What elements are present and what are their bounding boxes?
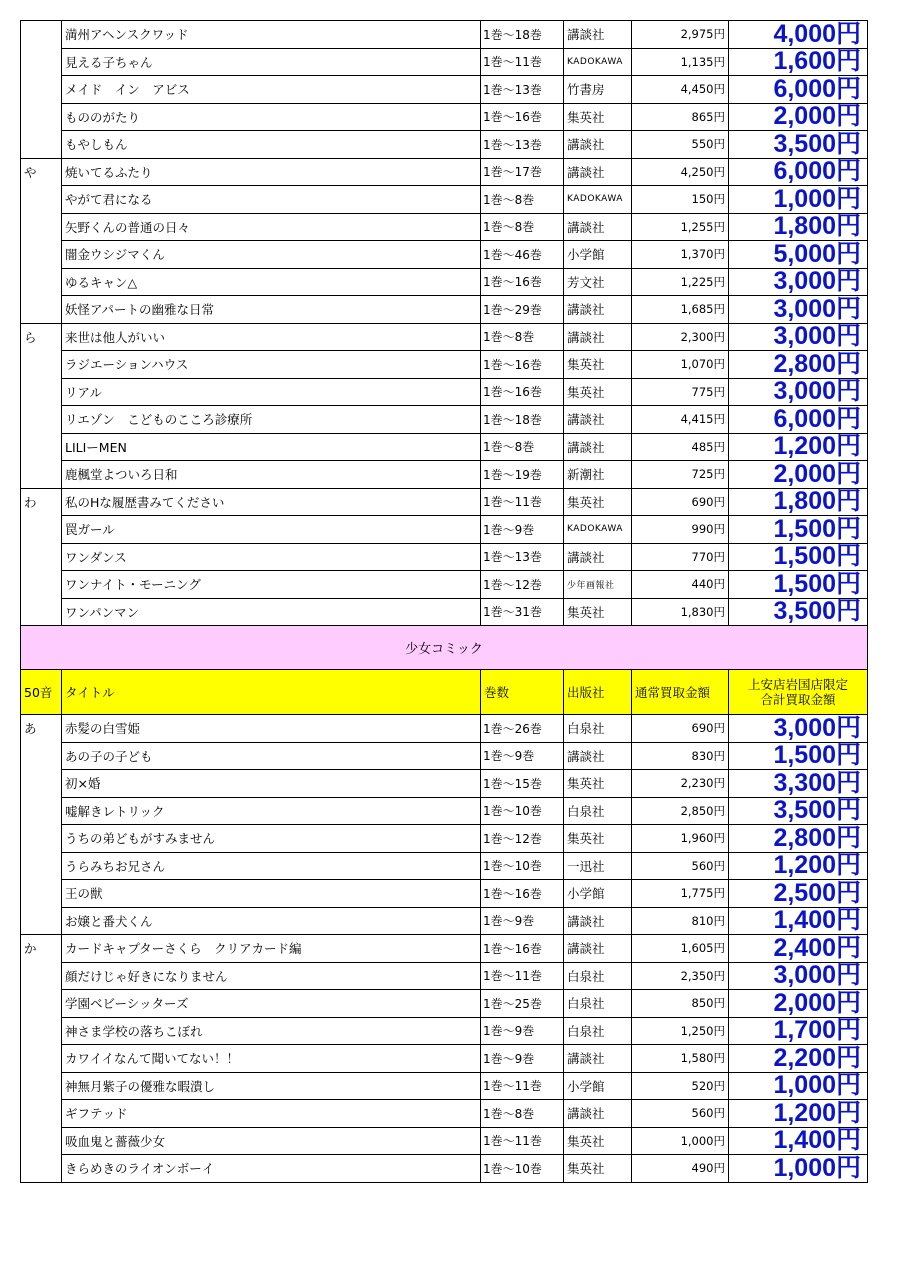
special-price-cell: 1,600円 bbox=[729, 48, 868, 76]
special-price-cell: 6,000円 bbox=[729, 406, 868, 434]
normal-price-cell: 1,000円 bbox=[632, 1127, 729, 1155]
title-cell: 焼いてるふたり bbox=[62, 158, 481, 186]
table-row bbox=[21, 935, 868, 963]
special-price-cell: 1,800円 bbox=[729, 488, 868, 516]
kana-cell bbox=[21, 21, 62, 49]
special-price-cell: 1,500円 bbox=[729, 571, 868, 599]
title-cell: 神無月紫子の優雅な暇潰し bbox=[62, 1072, 481, 1100]
title-cell: もやしもん bbox=[62, 131, 481, 159]
volumes-cell: 1巻〜16巻 bbox=[481, 378, 564, 406]
title-cell: 学園ベビーシッターズ bbox=[62, 990, 481, 1018]
normal-price-cell: 775円 bbox=[632, 378, 729, 406]
title-cell: 満州アヘンスクワッド bbox=[62, 21, 481, 49]
special-price-cell: 2,800円 bbox=[729, 351, 868, 379]
publisher-cell: 講談社 bbox=[564, 21, 632, 49]
special-price-cell: 6,000円 bbox=[729, 76, 868, 104]
publisher-cell: 小学館 bbox=[564, 1072, 632, 1100]
special-price-cell: 2,800円 bbox=[729, 825, 868, 853]
header-special-price bbox=[729, 670, 868, 715]
publisher-cell: 講談社 bbox=[564, 907, 632, 935]
volumes-cell: 1巻〜9巻 bbox=[481, 1045, 564, 1073]
table-row bbox=[21, 131, 868, 159]
kana-cell bbox=[21, 852, 62, 880]
table-row bbox=[21, 296, 868, 324]
normal-price-cell: 560円 bbox=[632, 852, 729, 880]
title-cell: ゆるキャン△ bbox=[62, 268, 481, 296]
special-price-cell: 2,000円 bbox=[729, 461, 868, 489]
volumes-cell: 1巻〜10巻 bbox=[481, 1155, 564, 1183]
normal-price-cell: 770円 bbox=[632, 543, 729, 571]
table-row bbox=[21, 543, 868, 571]
normal-price-cell: 1,225円 bbox=[632, 268, 729, 296]
table-row bbox=[21, 48, 868, 76]
table-row bbox=[21, 880, 868, 908]
table-row bbox=[21, 378, 868, 406]
special-price-cell: 4,000円 bbox=[729, 21, 868, 49]
table-row bbox=[21, 241, 868, 269]
normal-price-cell: 2,300円 bbox=[632, 323, 729, 351]
title-cell: 鹿楓堂よついろ日和 bbox=[62, 461, 481, 489]
table-row bbox=[21, 351, 868, 379]
title-cell: 顔だけじゃ好きになりません bbox=[62, 962, 481, 990]
normal-price-cell: 1,135円 bbox=[632, 48, 729, 76]
kana-cell bbox=[21, 406, 62, 434]
normal-price-cell: 690円 bbox=[632, 715, 729, 743]
title-cell: 私のHな履歴書みてください bbox=[62, 488, 481, 516]
kana-cell bbox=[21, 880, 62, 908]
normal-price-cell: 1,250円 bbox=[632, 1017, 729, 1045]
section-row bbox=[21, 626, 868, 670]
special-price-cell: 3,000円 bbox=[729, 378, 868, 406]
volumes-cell: 1巻〜46巻 bbox=[481, 241, 564, 269]
volumes-cell: 1巻〜16巻 bbox=[481, 351, 564, 379]
kana-cell bbox=[21, 296, 62, 324]
title-cell: 王の獣 bbox=[62, 880, 481, 908]
volumes-cell: 1巻〜17巻 bbox=[481, 158, 564, 186]
volumes-cell: 1巻〜12巻 bbox=[481, 571, 564, 599]
normal-price-cell: 4,250円 bbox=[632, 158, 729, 186]
header-kana: 50音 bbox=[21, 670, 62, 715]
table-row bbox=[21, 571, 868, 599]
normal-price-cell: 725円 bbox=[632, 461, 729, 489]
volumes-cell: 1巻〜10巻 bbox=[481, 797, 564, 825]
kana-cell bbox=[21, 76, 62, 104]
kana-cell bbox=[21, 1045, 62, 1073]
volumes-cell: 1巻〜11巻 bbox=[481, 1072, 564, 1100]
kana-cell: や bbox=[21, 158, 62, 186]
volumes-cell: 1巻〜18巻 bbox=[481, 21, 564, 49]
publisher-cell: 講談社 bbox=[564, 131, 632, 159]
kana-cell bbox=[21, 351, 62, 379]
special-price-cell: 2,000円 bbox=[729, 990, 868, 1018]
special-price-cell: 3,000円 bbox=[729, 962, 868, 990]
table-body-bottom bbox=[21, 715, 868, 1183]
title-cell: うらみちお兄さん bbox=[62, 852, 481, 880]
volumes-cell: 1巻〜15巻 bbox=[481, 770, 564, 798]
table-row bbox=[21, 103, 868, 131]
normal-price-cell: 865円 bbox=[632, 103, 729, 131]
volumes-cell: 1巻〜13巻 bbox=[481, 76, 564, 104]
publisher-cell: 竹書房 bbox=[564, 76, 632, 104]
table-row bbox=[21, 186, 868, 214]
volumes-cell: 1巻〜9巻 bbox=[481, 907, 564, 935]
normal-price-cell: 2,350円 bbox=[632, 962, 729, 990]
volumes-cell: 1巻〜8巻 bbox=[481, 186, 564, 214]
publisher-cell: 集英社 bbox=[564, 1155, 632, 1183]
publisher-cell: 白泉社 bbox=[564, 797, 632, 825]
publisher-cell: 新潮社 bbox=[564, 461, 632, 489]
section-block bbox=[21, 626, 868, 715]
kana-cell: あ bbox=[21, 715, 62, 743]
special-price-cell: 1,200円 bbox=[729, 433, 868, 461]
special-price-cell: 3,000円 bbox=[729, 268, 868, 296]
title-cell: やがて君になる bbox=[62, 186, 481, 214]
kana-cell bbox=[21, 516, 62, 544]
special-price-cell: 1,200円 bbox=[729, 1100, 868, 1128]
normal-price-cell: 1,070円 bbox=[632, 351, 729, 379]
volumes-cell: 1巻〜16巻 bbox=[481, 268, 564, 296]
publisher-cell: 講談社 bbox=[564, 433, 632, 461]
publisher-cell: 白泉社 bbox=[564, 1017, 632, 1045]
table-row bbox=[21, 770, 868, 798]
header-volumes: 巻数 bbox=[481, 670, 564, 715]
title-cell: リアル bbox=[62, 378, 481, 406]
normal-price-cell: 150円 bbox=[632, 186, 729, 214]
kana-cell bbox=[21, 1127, 62, 1155]
volumes-cell: 1巻〜12巻 bbox=[481, 825, 564, 853]
publisher-cell: KADOKAWA bbox=[564, 186, 632, 214]
title-cell: 見える子ちゃん bbox=[62, 48, 481, 76]
special-price-cell: 1,500円 bbox=[729, 516, 868, 544]
volumes-cell: 1巻〜9巻 bbox=[481, 742, 564, 770]
table-row bbox=[21, 461, 868, 489]
publisher-cell: 講談社 bbox=[564, 213, 632, 241]
normal-price-cell: 4,415円 bbox=[632, 406, 729, 434]
title-cell: ラジエーションハウス bbox=[62, 351, 481, 379]
normal-price-cell: 1,960円 bbox=[632, 825, 729, 853]
publisher-cell: 小学館 bbox=[564, 241, 632, 269]
volumes-cell: 1巻〜11巻 bbox=[481, 488, 564, 516]
title-cell: うちの弟どもがすみません bbox=[62, 825, 481, 853]
table-row bbox=[21, 21, 868, 49]
title-cell: リエゾン こどものこころ診療所 bbox=[62, 406, 481, 434]
table-body-top bbox=[21, 21, 868, 626]
normal-price-cell: 1,775円 bbox=[632, 880, 729, 908]
title-cell: あの子の子ども bbox=[62, 742, 481, 770]
publisher-cell: 講談社 bbox=[564, 406, 632, 434]
volumes-cell: 1巻〜29巻 bbox=[481, 296, 564, 324]
price-table bbox=[20, 20, 868, 1183]
special-price-cell: 1,000円 bbox=[729, 1072, 868, 1100]
table-row bbox=[21, 825, 868, 853]
table-row bbox=[21, 1127, 868, 1155]
volumes-cell: 1巻〜8巻 bbox=[481, 323, 564, 351]
normal-price-cell: 4,450円 bbox=[632, 76, 729, 104]
title-cell: 闇金ウシジマくん bbox=[62, 241, 481, 269]
volumes-cell: 1巻〜11巻 bbox=[481, 48, 564, 76]
volumes-cell: 1巻〜13巻 bbox=[481, 131, 564, 159]
volumes-cell: 1巻〜11巻 bbox=[481, 962, 564, 990]
kana-cell bbox=[21, 1155, 62, 1183]
special-price-cell: 3,500円 bbox=[729, 131, 868, 159]
table-row bbox=[21, 990, 868, 1018]
kana-cell bbox=[21, 742, 62, 770]
table-row bbox=[21, 715, 868, 743]
normal-price-cell: 1,370円 bbox=[632, 241, 729, 269]
kana-cell: ら bbox=[21, 323, 62, 351]
normal-price-cell: 690円 bbox=[632, 488, 729, 516]
volumes-cell: 1巻〜8巻 bbox=[481, 433, 564, 461]
volumes-cell: 1巻〜10巻 bbox=[481, 852, 564, 880]
special-price-cell: 1,500円 bbox=[729, 742, 868, 770]
title-cell: 来世は他人がいい bbox=[62, 323, 481, 351]
normal-price-cell: 1,685円 bbox=[632, 296, 729, 324]
publisher-cell: 講談社 bbox=[564, 158, 632, 186]
publisher-cell: 集英社 bbox=[564, 488, 632, 516]
title-cell: 初×婚 bbox=[62, 770, 481, 798]
title-cell: きらめきのライオンボーイ bbox=[62, 1155, 481, 1183]
publisher-cell: 芳文社 bbox=[564, 268, 632, 296]
publisher-cell: 少年画報社 bbox=[564, 571, 632, 599]
special-price-cell: 2,000円 bbox=[729, 103, 868, 131]
table-row bbox=[21, 1100, 868, 1128]
title-cell: 妖怪アパートの幽雅な日常 bbox=[62, 296, 481, 324]
volumes-cell: 1巻〜8巻 bbox=[481, 1100, 564, 1128]
title-cell: ギフテッド bbox=[62, 1100, 481, 1128]
kana-cell bbox=[21, 825, 62, 853]
volumes-cell: 1巻〜9巻 bbox=[481, 516, 564, 544]
normal-price-cell: 2,230円 bbox=[632, 770, 729, 798]
volumes-cell: 1巻〜19巻 bbox=[481, 461, 564, 489]
kana-cell bbox=[21, 797, 62, 825]
table-row bbox=[21, 598, 868, 626]
publisher-cell: 講談社 bbox=[564, 543, 632, 571]
table-row bbox=[21, 742, 868, 770]
header-special-price-line2: 合計買取金額 bbox=[760, 692, 836, 707]
volumes-cell: 1巻〜16巻 bbox=[481, 103, 564, 131]
title-cell: お嬢と番犬くん bbox=[62, 907, 481, 935]
title-cell: LILIーMEN bbox=[62, 433, 481, 461]
table-row bbox=[21, 962, 868, 990]
kana-cell bbox=[21, 378, 62, 406]
volumes-cell: 1巻〜9巻 bbox=[481, 1017, 564, 1045]
header-special-price-line1: 上安店岩国店限定 bbox=[747, 677, 848, 692]
publisher-cell: 一迅社 bbox=[564, 852, 632, 880]
normal-price-cell: 485円 bbox=[632, 433, 729, 461]
title-cell: カードキャプターさくら クリアカード編 bbox=[62, 935, 481, 963]
kana-cell bbox=[21, 1017, 62, 1045]
kana-cell bbox=[21, 213, 62, 241]
kana-cell bbox=[21, 433, 62, 461]
normal-price-cell: 1,255円 bbox=[632, 213, 729, 241]
header-title: タイトル bbox=[62, 670, 481, 715]
normal-price-cell: 990円 bbox=[632, 516, 729, 544]
normal-price-cell: 550円 bbox=[632, 131, 729, 159]
special-price-cell: 3,000円 bbox=[729, 715, 868, 743]
kana-cell bbox=[21, 1072, 62, 1100]
header-publisher: 出版社 bbox=[564, 670, 632, 715]
table-row bbox=[21, 433, 868, 461]
normal-price-cell: 850円 bbox=[632, 990, 729, 1018]
normal-price-cell: 1,580円 bbox=[632, 1045, 729, 1073]
special-price-cell: 2,200円 bbox=[729, 1045, 868, 1073]
title-cell: 吸血鬼と薔薇少女 bbox=[62, 1127, 481, 1155]
title-cell: 矢野くんの普通の日々 bbox=[62, 213, 481, 241]
special-price-cell: 1,000円 bbox=[729, 1155, 868, 1183]
normal-price-cell: 490円 bbox=[632, 1155, 729, 1183]
publisher-cell: 講談社 bbox=[564, 323, 632, 351]
kana-cell bbox=[21, 48, 62, 76]
normal-price-cell: 2,850円 bbox=[632, 797, 729, 825]
table-row bbox=[21, 1045, 868, 1073]
volumes-cell: 1巻〜11巻 bbox=[481, 1127, 564, 1155]
normal-price-cell: 560円 bbox=[632, 1100, 729, 1128]
table-row bbox=[21, 488, 868, 516]
volumes-cell: 1巻〜16巻 bbox=[481, 880, 564, 908]
title-cell: 神さま学校の落ちこぼれ bbox=[62, 1017, 481, 1045]
special-price-cell: 1,700円 bbox=[729, 1017, 868, 1045]
table-row bbox=[21, 516, 868, 544]
table-row bbox=[21, 852, 868, 880]
publisher-cell: 集英社 bbox=[564, 825, 632, 853]
table-row bbox=[21, 1017, 868, 1045]
title-cell: ワンナイト・モーニング bbox=[62, 571, 481, 599]
normal-price-cell: 830円 bbox=[632, 742, 729, 770]
table-row bbox=[21, 1155, 868, 1183]
normal-price-cell: 810円 bbox=[632, 907, 729, 935]
table-row bbox=[21, 76, 868, 104]
table-row bbox=[21, 907, 868, 935]
special-price-cell: 1,800円 bbox=[729, 213, 868, 241]
publisher-cell: KADOKAWA bbox=[564, 516, 632, 544]
table-row bbox=[21, 213, 868, 241]
kana-cell bbox=[21, 543, 62, 571]
volumes-cell: 1巻〜31巻 bbox=[481, 598, 564, 626]
special-price-cell: 3,300円 bbox=[729, 770, 868, 798]
publisher-cell: 集英社 bbox=[564, 103, 632, 131]
kana-cell bbox=[21, 571, 62, 599]
special-price-cell: 1,200円 bbox=[729, 852, 868, 880]
kana-cell bbox=[21, 241, 62, 269]
volumes-cell: 1巻〜8巻 bbox=[481, 213, 564, 241]
table-row bbox=[21, 797, 868, 825]
normal-price-cell: 440円 bbox=[632, 571, 729, 599]
publisher-cell: 集英社 bbox=[564, 351, 632, 379]
publisher-cell: 白泉社 bbox=[564, 962, 632, 990]
title-cell: もののがたり bbox=[62, 103, 481, 131]
publisher-cell: 講談社 bbox=[564, 935, 632, 963]
special-price-cell: 1,400円 bbox=[729, 907, 868, 935]
kana-cell bbox=[21, 770, 62, 798]
special-price-cell: 3,000円 bbox=[729, 323, 868, 351]
kana-cell bbox=[21, 1100, 62, 1128]
kana-cell bbox=[21, 103, 62, 131]
publisher-cell: 集英社 bbox=[564, 598, 632, 626]
special-price-cell: 5,000円 bbox=[729, 241, 868, 269]
table-row bbox=[21, 158, 868, 186]
publisher-cell: 集英社 bbox=[564, 770, 632, 798]
publisher-cell: KADOKAWA bbox=[564, 48, 632, 76]
kana-cell bbox=[21, 186, 62, 214]
special-price-cell: 2,500円 bbox=[729, 880, 868, 908]
kana-cell bbox=[21, 990, 62, 1018]
kana-cell bbox=[21, 268, 62, 296]
section-title: 少女コミック bbox=[21, 626, 868, 670]
publisher-cell: 講談社 bbox=[564, 1045, 632, 1073]
publisher-cell: 講談社 bbox=[564, 1100, 632, 1128]
special-price-cell: 1,000円 bbox=[729, 186, 868, 214]
special-price-cell: 1,400円 bbox=[729, 1127, 868, 1155]
title-cell: 嘘解きレトリック bbox=[62, 797, 481, 825]
special-price-cell: 2,400円 bbox=[729, 935, 868, 963]
title-cell: メイド イン アビス bbox=[62, 76, 481, 104]
publisher-cell: 講談社 bbox=[564, 742, 632, 770]
publisher-cell: 白泉社 bbox=[564, 990, 632, 1018]
normal-price-cell: 2,975円 bbox=[632, 21, 729, 49]
table-row bbox=[21, 323, 868, 351]
volumes-cell: 1巻〜16巻 bbox=[481, 935, 564, 963]
title-cell: ワンダンス bbox=[62, 543, 481, 571]
header-row bbox=[21, 670, 868, 715]
kana-cell bbox=[21, 131, 62, 159]
normal-price-cell: 1,605円 bbox=[632, 935, 729, 963]
normal-price-cell: 520円 bbox=[632, 1072, 729, 1100]
title-cell: ワンパンマン bbox=[62, 598, 481, 626]
kana-cell: わ bbox=[21, 488, 62, 516]
title-cell: カワイイなんて聞いてない！！ bbox=[62, 1045, 481, 1073]
publisher-cell: 講談社 bbox=[564, 296, 632, 324]
title-cell: 罠ガール bbox=[62, 516, 481, 544]
volumes-cell: 1巻〜25巻 bbox=[481, 990, 564, 1018]
kana-cell bbox=[21, 962, 62, 990]
table-row bbox=[21, 1072, 868, 1100]
publisher-cell: 白泉社 bbox=[564, 715, 632, 743]
header-normal-price: 通常買取金額 bbox=[632, 670, 729, 715]
publisher-cell: 小学館 bbox=[564, 880, 632, 908]
publisher-cell: 集英社 bbox=[564, 1127, 632, 1155]
normal-price-cell: 1,830円 bbox=[632, 598, 729, 626]
kana-cell bbox=[21, 907, 62, 935]
special-price-cell: 3,500円 bbox=[729, 598, 868, 626]
special-price-cell: 3,000円 bbox=[729, 296, 868, 324]
publisher-cell: 集英社 bbox=[564, 378, 632, 406]
kana-cell bbox=[21, 461, 62, 489]
volumes-cell: 1巻〜13巻 bbox=[481, 543, 564, 571]
table-row bbox=[21, 268, 868, 296]
volumes-cell: 1巻〜26巻 bbox=[481, 715, 564, 743]
special-price-cell: 3,500円 bbox=[729, 797, 868, 825]
title-cell: 赤髪の白雪姫 bbox=[62, 715, 481, 743]
volumes-cell: 1巻〜18巻 bbox=[481, 406, 564, 434]
kana-cell: か bbox=[21, 935, 62, 963]
table-row bbox=[21, 406, 868, 434]
kana-cell bbox=[21, 598, 62, 626]
special-price-cell: 1,500円 bbox=[729, 543, 868, 571]
special-price-cell: 6,000円 bbox=[729, 158, 868, 186]
